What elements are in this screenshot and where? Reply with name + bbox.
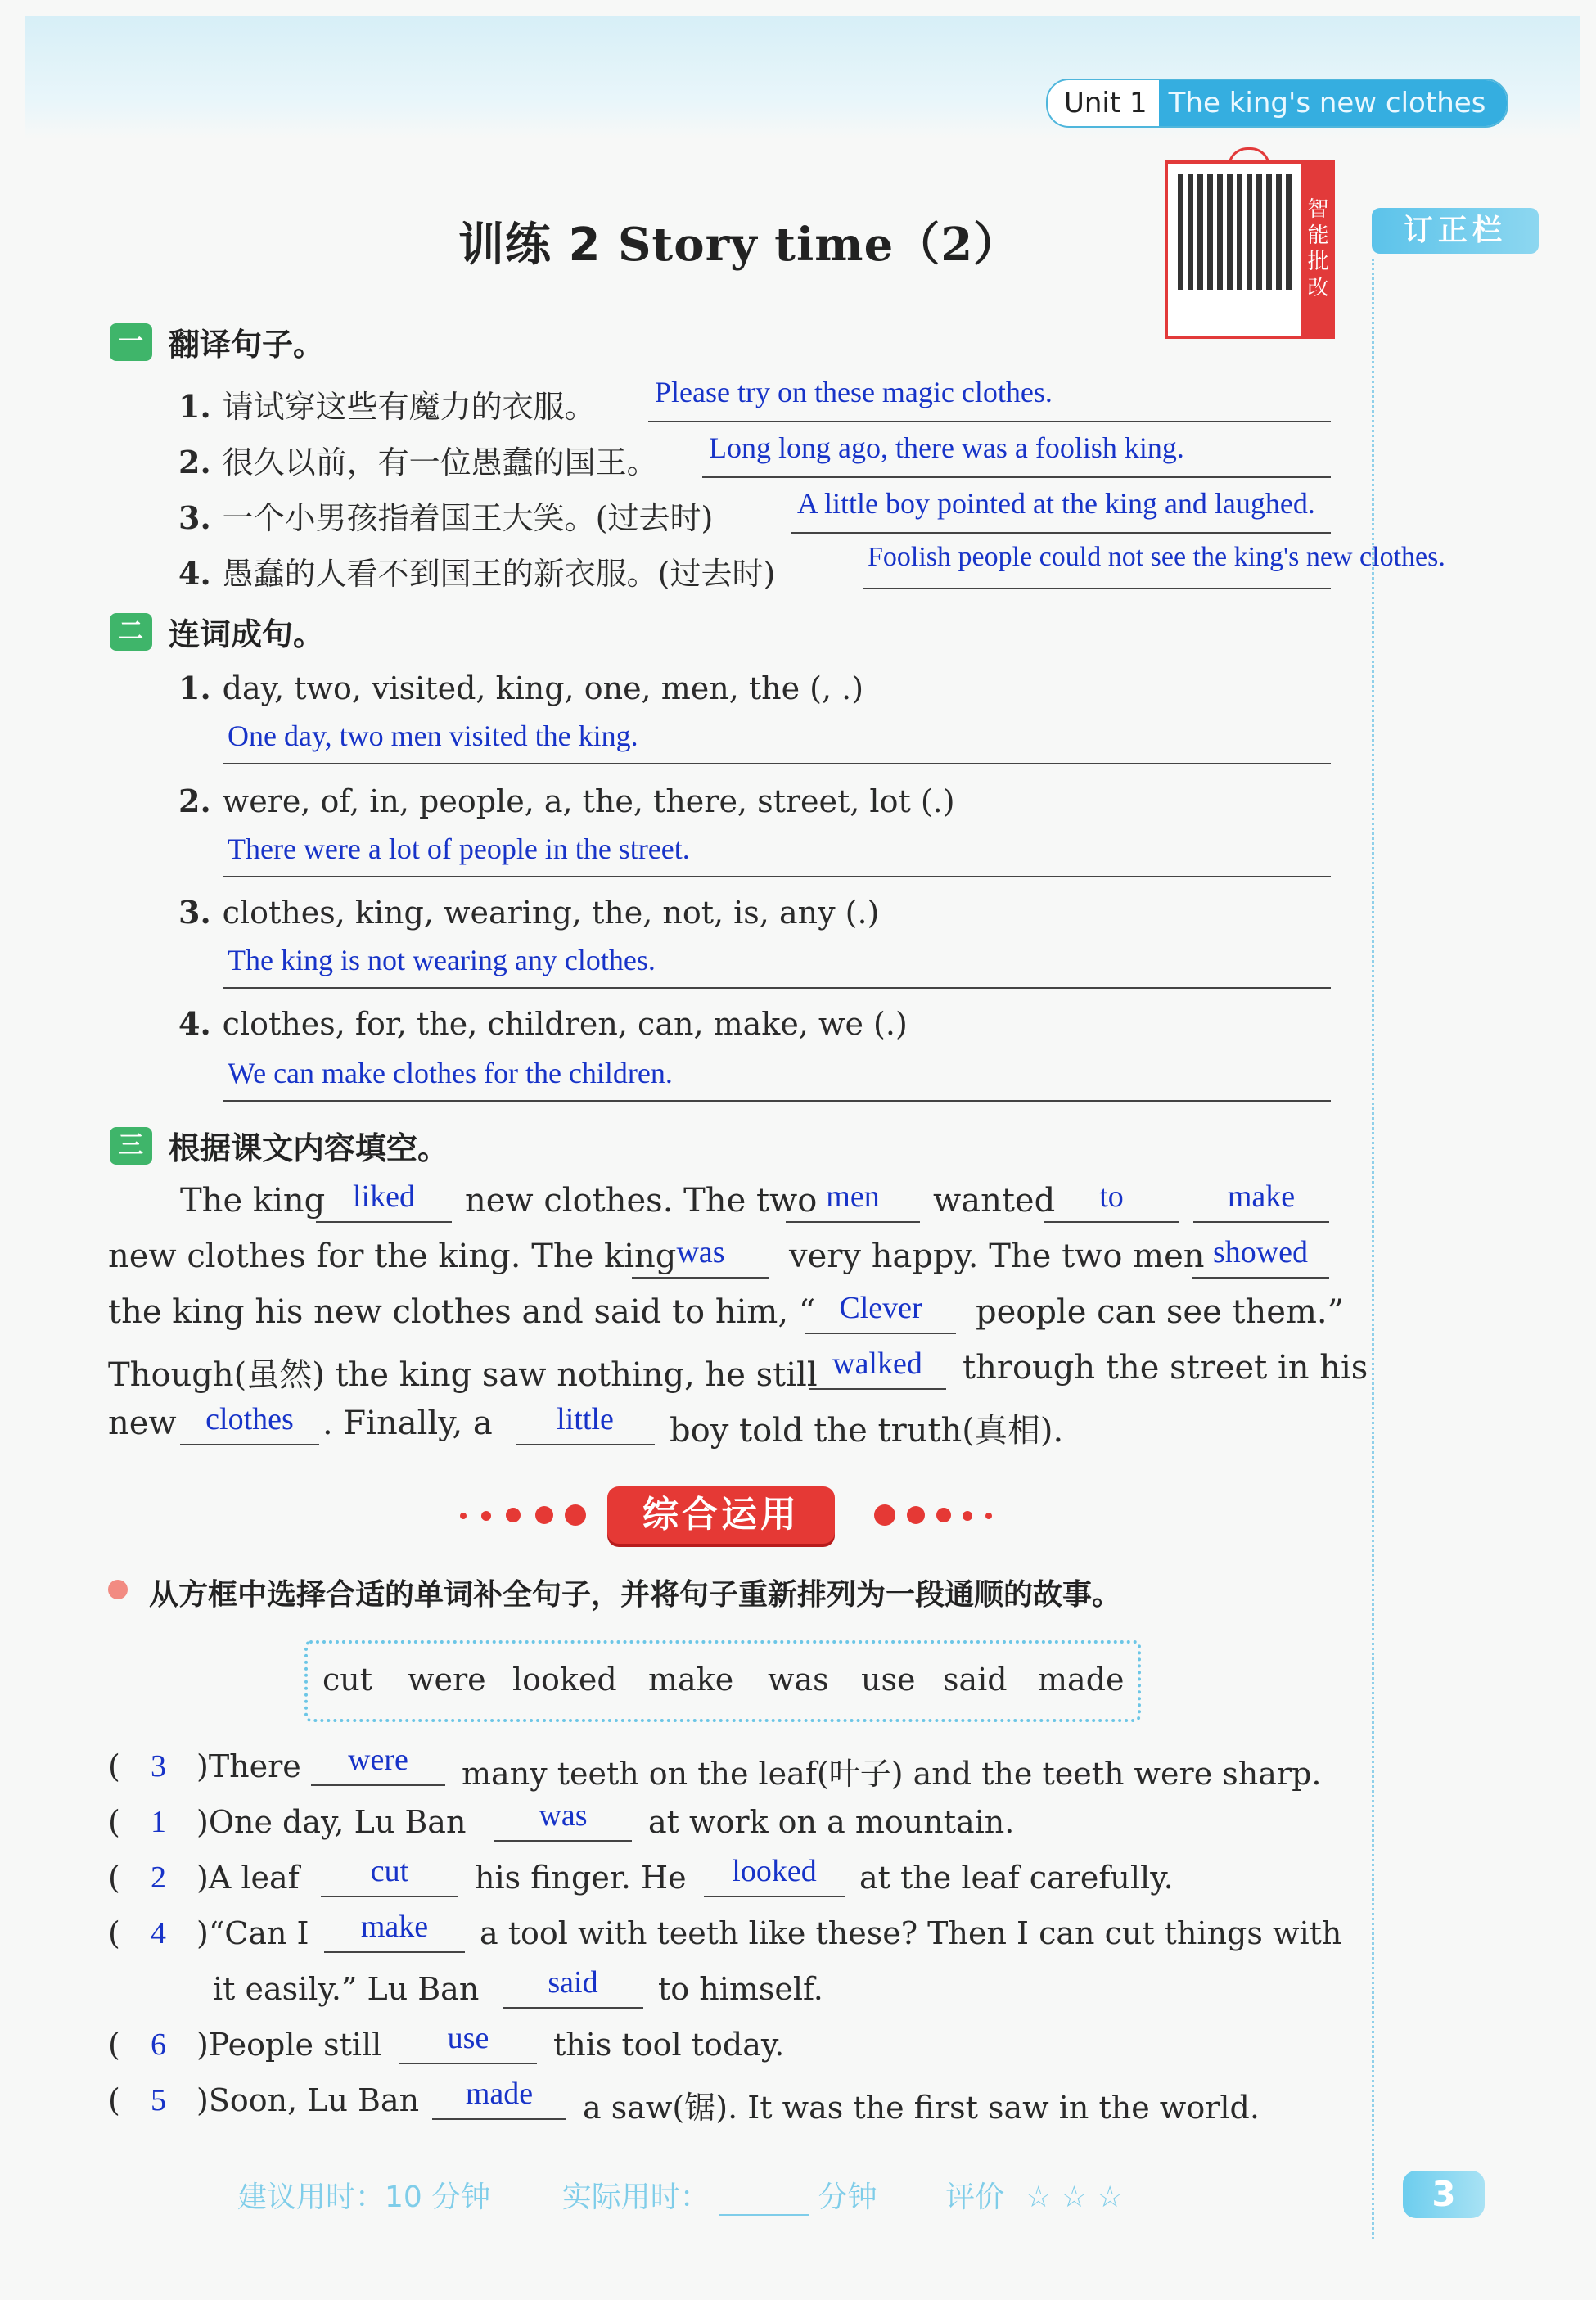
section3-title: 根据课文内容填空。	[169, 1130, 449, 1166]
section3-heading	[110, 1123, 449, 1168]
page-number: 3	[1403, 2171, 1485, 2218]
section2-title: 连词成句。	[169, 616, 325, 652]
banner-dot-icon	[907, 1506, 925, 1524]
s1-q1: 1. 请试穿这些有魔力的衣服。	[178, 388, 596, 425]
section1-heading	[110, 319, 324, 364]
p-blank10[interactable]: little	[516, 1401, 655, 1445]
s2-q3: 3. clothes, king, wearing, the, not, is, any (.)	[178, 894, 880, 931]
p-blank2[interactable]: men	[786, 1179, 920, 1223]
s1-a4-line	[863, 588, 1331, 589]
p-blank9[interactable]: clothes	[180, 1401, 319, 1445]
s1-q4: 4. 愚蠢的人看不到国王的新衣服。(过去时)	[178, 555, 776, 592]
s1-q3: 3. 一个小男孩指着国王大笑。(过去时)	[178, 499, 714, 536]
banner-dot-icon	[963, 1511, 972, 1521]
s1-a2-line	[702, 476, 1331, 478]
p-line4-a: Though(虽然) the king saw nothing, he still	[108, 1356, 818, 1394]
s2-a4[interactable]: We can make clothes for the children.	[228, 1057, 673, 1089]
story-2-t1: )One day, Lu Ban	[196, 1804, 467, 1840]
qr-pattern-icon	[1178, 174, 1294, 290]
p-blank8[interactable]: walked	[809, 1346, 946, 1390]
word-item: looked	[512, 1662, 617, 1698]
p-blank6[interactable]: showed	[1192, 1234, 1329, 1279]
p-line5-b: . Finally, a	[322, 1405, 493, 1442]
banner-dot-icon	[565, 1504, 586, 1526]
p-line2-b: very happy. The two men	[789, 1238, 1205, 1275]
s1-a4[interactable]: Foolish people could not see the king's new clothes.	[868, 542, 1445, 572]
story-paren: (	[108, 2082, 120, 2118]
p-line3-b: people can see them.”	[976, 1293, 1345, 1331]
p-blank3[interactable]: to	[1044, 1179, 1179, 1223]
s2-a2[interactable]: There were a lot of people in the street.	[228, 832, 690, 865]
story-6-blank1[interactable]: made	[432, 2076, 566, 2120]
unit-pill	[1046, 79, 1508, 128]
rating-stars-icon[interactable]: ☆ ☆ ☆	[1025, 2180, 1124, 2214]
actual-time-label: 实际用时：	[561, 2180, 710, 2214]
banner-dot-icon	[535, 1506, 553, 1524]
story-order[interactable]: 3	[151, 1749, 166, 1784]
story-6-t1: )Soon, Lu Ban	[196, 2082, 420, 2118]
story-2-t2: at work on a mountain.	[648, 1804, 1015, 1840]
story-order[interactable]: 2	[151, 1860, 166, 1895]
story-1-t1: )There	[196, 1748, 301, 1784]
suggested-time: 建议用时：10 分钟	[237, 2180, 491, 2214]
story-5-blank1[interactable]: use	[399, 2020, 537, 2064]
story-4-t3: it easily.” Lu Ban	[213, 1971, 480, 2007]
s1-a1-line	[648, 421, 1331, 422]
story-3-t3: at the leaf carefully.	[859, 1860, 1174, 1896]
s2-q2: 2. were, of, in, people, a, the, there, street, lot (.)	[178, 782, 955, 819]
s2-q4: 4. clothes, for, the, children, can, make, we (.)	[178, 1005, 908, 1042]
banner-dot-icon	[936, 1508, 951, 1522]
word-box	[304, 1640, 1141, 1722]
banner-dot-icon	[506, 1508, 521, 1522]
s2-a3-line	[223, 987, 1331, 989]
title-cn: 训练 2	[458, 219, 602, 272]
p-line5-a: new	[108, 1405, 177, 1442]
story-1-blank1[interactable]: were	[311, 1742, 445, 1786]
p-line1-b: new clothes. The two	[465, 1182, 818, 1220]
p-blank7[interactable]: Clever	[805, 1290, 956, 1334]
p-line3-a: the king his new clothes and said to him, “	[108, 1293, 816, 1331]
story-order[interactable]: 5	[151, 2083, 166, 2117]
section1-number: 一	[110, 323, 152, 361]
story-6-t2: a saw(锯). It was the first saw in the world.	[583, 2090, 1260, 2126]
word-item: were	[408, 1662, 486, 1698]
s1-a2[interactable]: Long long ago, there was a foolish king.	[709, 431, 1184, 464]
s1-a3-line	[791, 532, 1331, 534]
s2-a3[interactable]: The king is not wearing any clothes.	[228, 944, 656, 976]
section2-heading	[110, 609, 324, 654]
word-item: make	[648, 1662, 734, 1698]
p-line2-a: new clothes for the king. The king	[108, 1238, 677, 1275]
task-bullet-icon	[108, 1580, 128, 1599]
story-4-blank2[interactable]: said	[503, 1964, 643, 2009]
section2-number: 二	[110, 613, 152, 651]
story-4-t2: a tool with teeth like these? Then I can cut things with	[480, 1915, 1342, 1951]
title-en: Story time（2）	[617, 218, 1021, 272]
s2-a1-line	[223, 763, 1331, 764]
story-5-t1: )People still	[196, 2027, 382, 2063]
p-blank4[interactable]: make	[1193, 1179, 1329, 1223]
s2-q1: 1. day, two, visited, king, one, men, the (, .)	[178, 670, 864, 706]
word-item: cut	[322, 1662, 373, 1698]
banner-dot-icon	[985, 1513, 992, 1519]
story-paren: (	[108, 1915, 120, 1951]
s1-a1[interactable]: Please try on these magic clothes.	[655, 376, 1053, 408]
p-line1-a: The king	[180, 1182, 326, 1220]
story-3-t2: his finger. He	[475, 1860, 687, 1896]
banner-dot-icon	[460, 1513, 467, 1519]
banner-dot-icon	[481, 1511, 491, 1521]
banner-dot-icon	[874, 1504, 895, 1526]
story-4-t4: to himself.	[658, 1971, 823, 2007]
page-title	[458, 209, 1020, 274]
story-4-blank1[interactable]: make	[324, 1909, 465, 1953]
s1-q2: 2. 很久以前，有一位愚蠢的国王。	[178, 444, 658, 480]
qr-code[interactable]	[1165, 160, 1335, 339]
s2-a1[interactable]: One day, two men visited the king.	[228, 719, 638, 752]
story-3-t1: )A leaf	[196, 1860, 300, 1896]
word-item: said	[943, 1662, 1008, 1698]
story-3-blank1[interactable]: cut	[321, 1853, 458, 1897]
section1-title: 翻译句子。	[169, 327, 325, 363]
story-order[interactable]: 4	[151, 1916, 166, 1950]
story-order[interactable]: 1	[151, 1805, 166, 1839]
unit-label: Unit 1	[1064, 87, 1147, 120]
story-5-t2: this tool today.	[553, 2027, 785, 2063]
p-line4-b: through the street in his	[963, 1349, 1368, 1387]
word-item: was	[768, 1662, 829, 1698]
rating-label: 评价	[945, 2180, 1005, 2214]
minutes-label: 分钟	[818, 2180, 877, 2214]
section3-number: 三	[110, 1127, 152, 1165]
unit-title: The king's new clothes	[1159, 80, 1508, 126]
s1-a3[interactable]: A little boy pointed at the king and laughed.	[797, 487, 1315, 520]
p-line1-c: wanted	[933, 1182, 1056, 1220]
p-blank5[interactable]: was	[632, 1234, 769, 1279]
word-item: use	[861, 1662, 916, 1698]
section-banner: 综合运用	[607, 1486, 835, 1544]
actual-time-blank[interactable]	[719, 2180, 809, 2216]
p-line5-c: boy told the truth(真相).	[670, 1412, 1064, 1450]
story-1-t2: many teeth on the leaf(叶子) and the teeth were sharp.	[462, 1756, 1322, 1792]
story-4-t1: )“Can I	[196, 1915, 309, 1951]
story-2-blank1[interactable]: was	[494, 1797, 632, 1842]
time-footer	[237, 2174, 1123, 2216]
story-paren: (	[108, 1804, 120, 1840]
correction-column-label: 订正栏	[1372, 208, 1539, 254]
story-paren: (	[108, 1748, 120, 1784]
s2-a2-line	[223, 876, 1331, 877]
story-paren: (	[108, 2027, 120, 2063]
story-order[interactable]: 6	[151, 2027, 166, 2062]
s2-a4-line	[223, 1100, 1331, 1102]
story-3-blank2[interactable]: looked	[704, 1853, 845, 1897]
p-blank1[interactable]: liked	[316, 1179, 452, 1223]
word-item: made	[1038, 1662, 1125, 1698]
task-instruction: 从方框中选择合适的单词补全句子，并将句子重新排列为一段通顺的故事。	[149, 1578, 1122, 1612]
qr-tag: 智能批改	[1301, 164, 1332, 336]
story-paren: (	[108, 1860, 120, 1896]
